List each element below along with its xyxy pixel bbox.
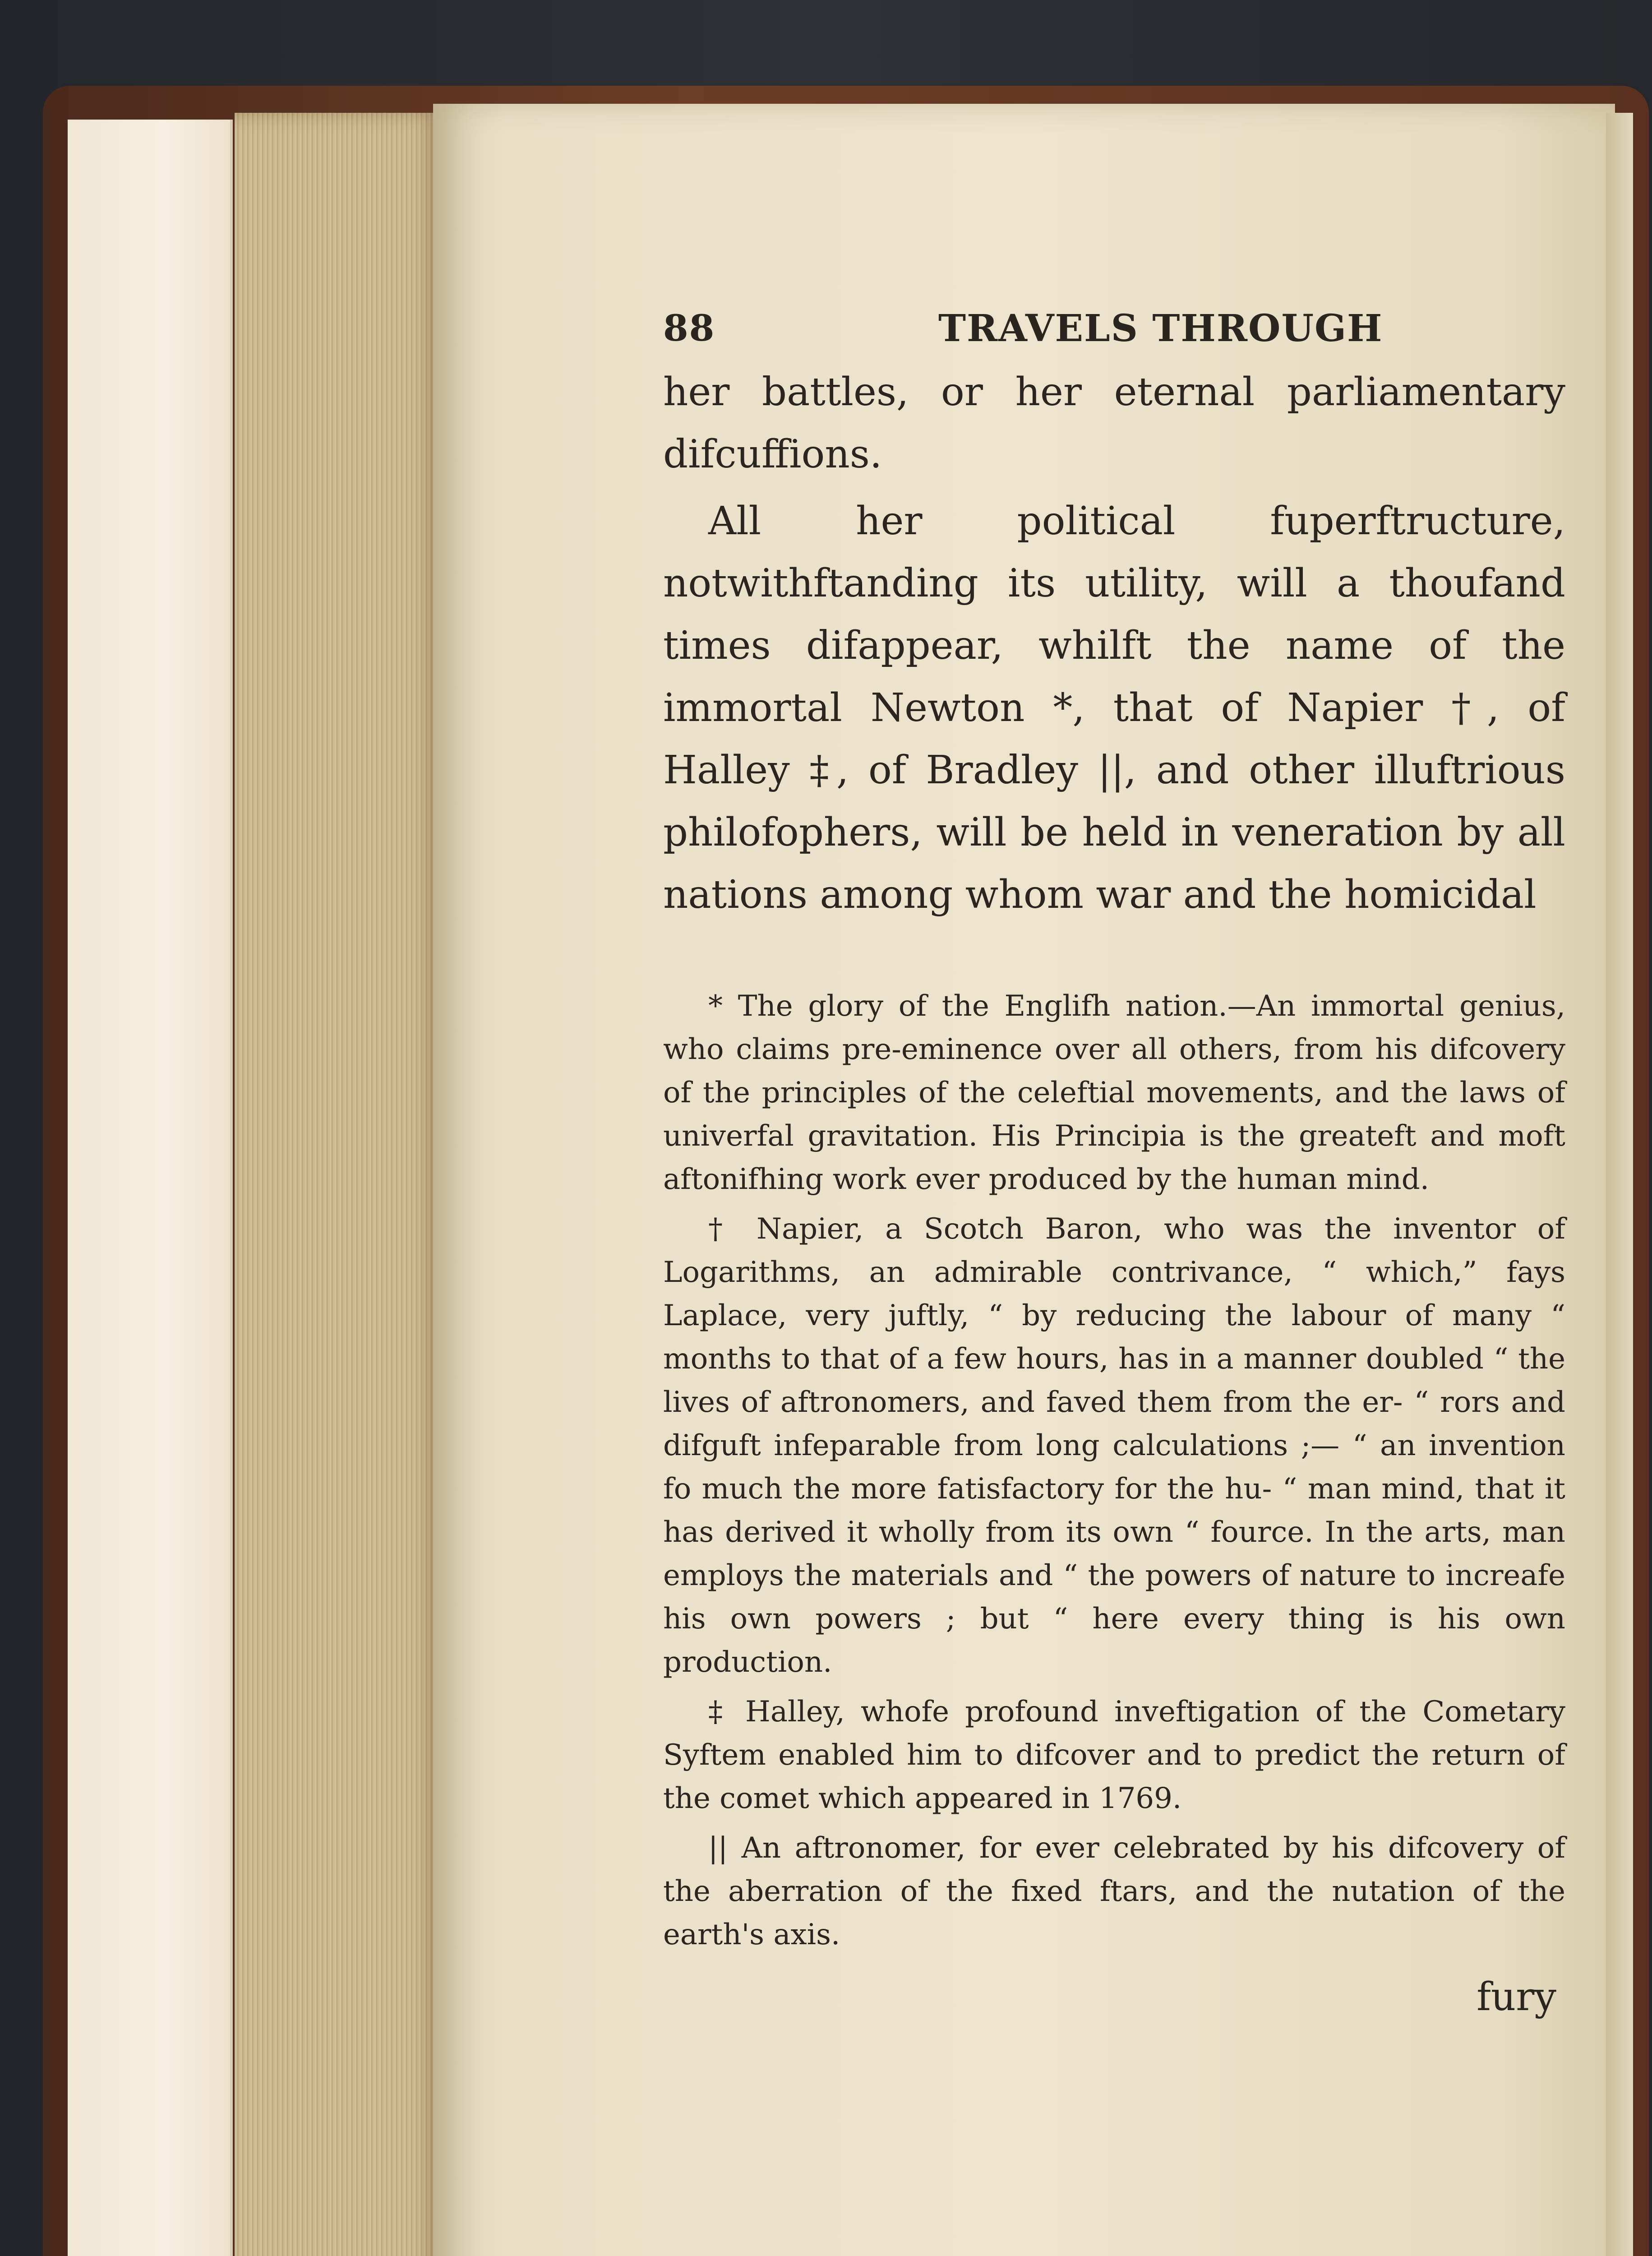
footnote-napier: † Napier, a Scotch Baron, who was the inventor of Logarithms, an admirable contrivance, “ which,” fays Laplace, very juftly, “ by reducing the labour of many “ months to that of a few hours, has in a manner doubled “ the lives of aftronomers, and faved them from the er- “ rors and difguft infeparable from long calculations ;— “ an invention fo much the more fatisfactory for the hu- “ man mind, that it has derived it wholly from its own “ fource. In the arts, man employs the materials and “ the powers of nature to increafe his own powers ; but “ here every thing is his own production. <box>663 1212 1565 1679</box>
body-paragraph: All her political fuperftructure, notwithftanding its utility, will a thoufand times difappear, whilft the name of the immortal Newton *, that of Napier †, of Halley ‡, of Bradley ||, and other illuftrious philofophers, will be held in veneration by all nations among whom war and the homicidal <box>663 499 1565 917</box>
page-text-block <box>663 298 1565 2020</box>
footnote-separator <box>663 926 1565 985</box>
running-head <box>663 298 1565 361</box>
footnotes <box>663 985 1565 1956</box>
footnote-halley: ‡ Halley, whofe profound inveftigation of the Cometary Syftem enabled him to difcover and to predict the return of the comet which appeared in 1769. <box>663 1695 1565 1815</box>
page-fore-edge <box>235 113 442 2256</box>
footnote-bradley: || An aftronomer, for ever celebrated by his difcovery of the aberration of the fixed ftars, and the nutation of the earth's axis. <box>663 1831 1565 1951</box>
catchword: fury <box>1477 1974 1556 2020</box>
adjacent-page-edge <box>1606 113 1633 2256</box>
running-title: TRAVELS THROUGH <box>938 307 1383 350</box>
footnote-newton: * The glory of the Englifh nation.—An immortal genius, who claims pre-eminence over all others, from his difcovery of the principles of the celeftial movements, and the laws of univerfal gravitation. His Principia is the greateft and moft aftonifhing work ever produced by the human mind. <box>663 989 1565 1196</box>
page-number: 88 <box>663 307 715 349</box>
flyleaf <box>68 120 233 2256</box>
body-paragraph: her battles, or her eternal parliamentary difcuffions. <box>663 370 1565 477</box>
body-text <box>663 361 1565 926</box>
